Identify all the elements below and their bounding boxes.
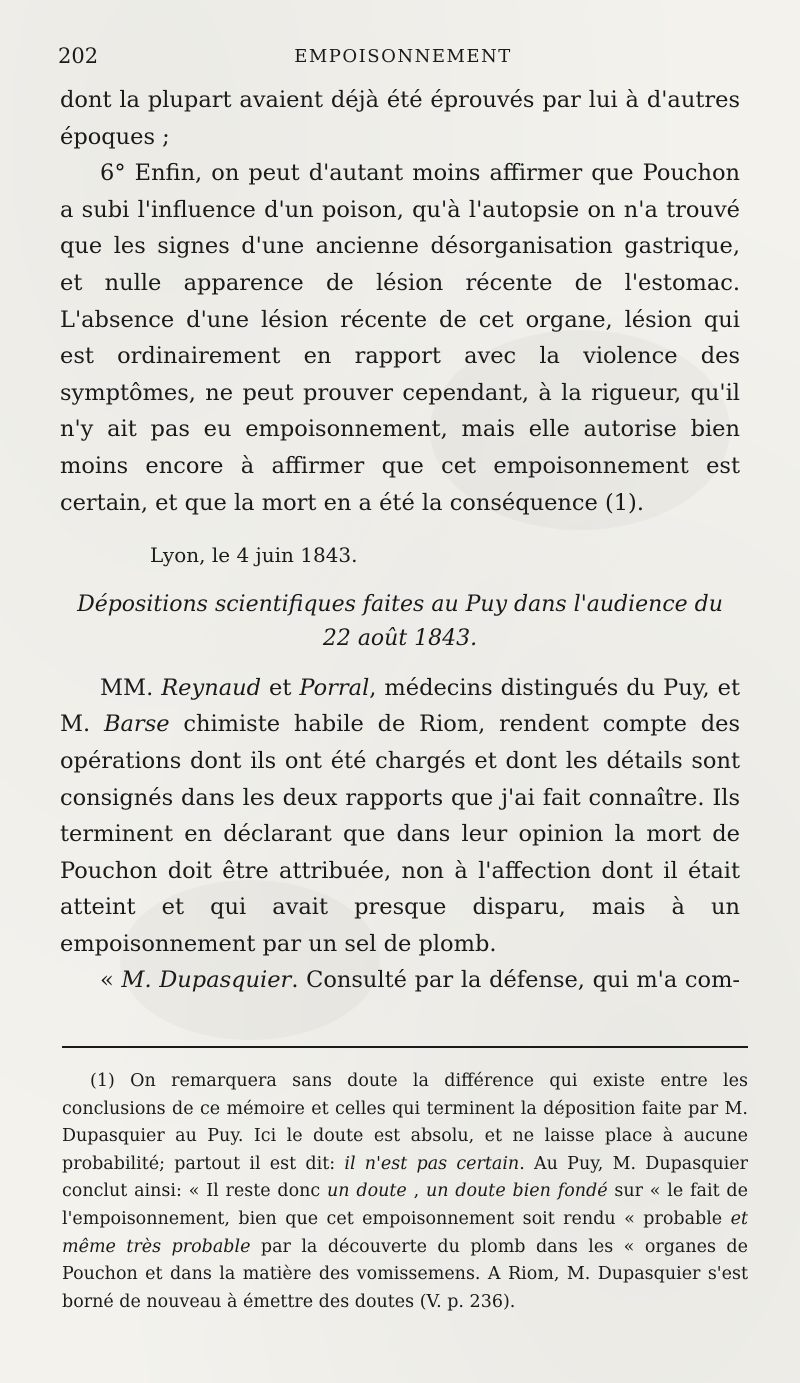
name-porral: Porral — [299, 674, 370, 701]
footnote — [62, 1068, 748, 1316]
text-segment: , médecins distingués du Puy, et M. — [60, 674, 740, 738]
italic-segment: et même très probable — [62, 1208, 748, 1257]
text-segment: MM. — [100, 674, 162, 701]
page-header — [58, 44, 748, 76]
section-heading: Dépositions scientifiques faites au Puy dans l'audience du 22 août 1843. — [77, 591, 723, 651]
name-dupasquier: M. Dupasquier — [121, 967, 292, 994]
dateline: Lyon, le 4 juin 1843. — [150, 543, 358, 568]
italic-segment: un doute — [327, 1181, 407, 1202]
text-segment: sur « le fait de l'empoisonnement, bien que cet empoisonnement soit rendu « probable — [62, 1181, 748, 1229]
main-text — [60, 82, 740, 999]
page-number: 202 — [58, 44, 99, 68]
text-segment: , — [406, 1181, 426, 1202]
italic-segment: un doute bien fondé — [425, 1181, 608, 1202]
text-segment: chimiste habile de Riom, rendent compte des opérations dont ils ont été chargés et dont les détails sont consignés dans les deux rapports que j'ai fait connaître. Ils terminent en déclarant que dans leur opinion la mort de Pouchon doit être attribuée, non à l'affection dont il était atteint et qui avait presque disparu, mais à un empoisonnement par un sel de plomb. — [60, 711, 741, 957]
name-reynaud: Reynaud — [161, 674, 262, 701]
text-segment: . Consulté par la défense, qui m'a com- — [291, 967, 741, 994]
text-segment: . Au Puy, M. Dupasquier conclut ainsi: « Il reste donc — [62, 1153, 749, 1202]
paragraph-dupasquier — [60, 962, 740, 999]
name-barse: Barse — [103, 711, 170, 738]
paragraph-depositions — [60, 670, 740, 963]
paragraph-continuation: dont la plupart avaient déjà été éprouvés par lui à d'autres époques ; — [60, 87, 740, 150]
quote-mark: « — [100, 967, 122, 994]
running-title: EMPOISONNEMENT — [294, 46, 512, 67]
text-segment: par la découverte du plomb dans les « organes de Pouchon et dans la matière des vomissemens. A Riom, M. Dupasquier s'est borné de nouveau à émettre des doutes (V. p. 236). — [62, 1236, 748, 1312]
text-segment: (1) On remarquera sans doute la différence qui existe entre les conclusions de ce mémoire et celles qui terminent la déposition faite par M. Dupasquier au Puy. Ici le doute est absolu, et ne laisse place à aucune probabilité; partout il est dit: — [62, 1071, 748, 1174]
paragraph-point-6: 6° Enfin, on peut d'autant moins affirmer que Pouchon a subi l'influence d'un poison, qu'à l'autopsie on n'a trouvé que les signes d'une ancienne désorganisation gastrique, et nulle apparence de lésion récente de l'estomac. L'absence d'une lésion récente de cet organe, lésion qui est ordinairement en rapport avec la violence des symptômes, ne peut prouver cependant, à la rigueur, qu'il n'y ait pas eu empoisonnement, mais elle autorise bien moins encore à affirmer que cet empoisonnement est certain, et que la mort en a été la conséquence (1). — [60, 160, 740, 516]
footnote-text — [62, 1068, 748, 1316]
italic-segment: il n'est pas certain — [344, 1153, 520, 1174]
text-segment: et — [261, 674, 300, 701]
footnote-rule — [62, 1046, 748, 1048]
